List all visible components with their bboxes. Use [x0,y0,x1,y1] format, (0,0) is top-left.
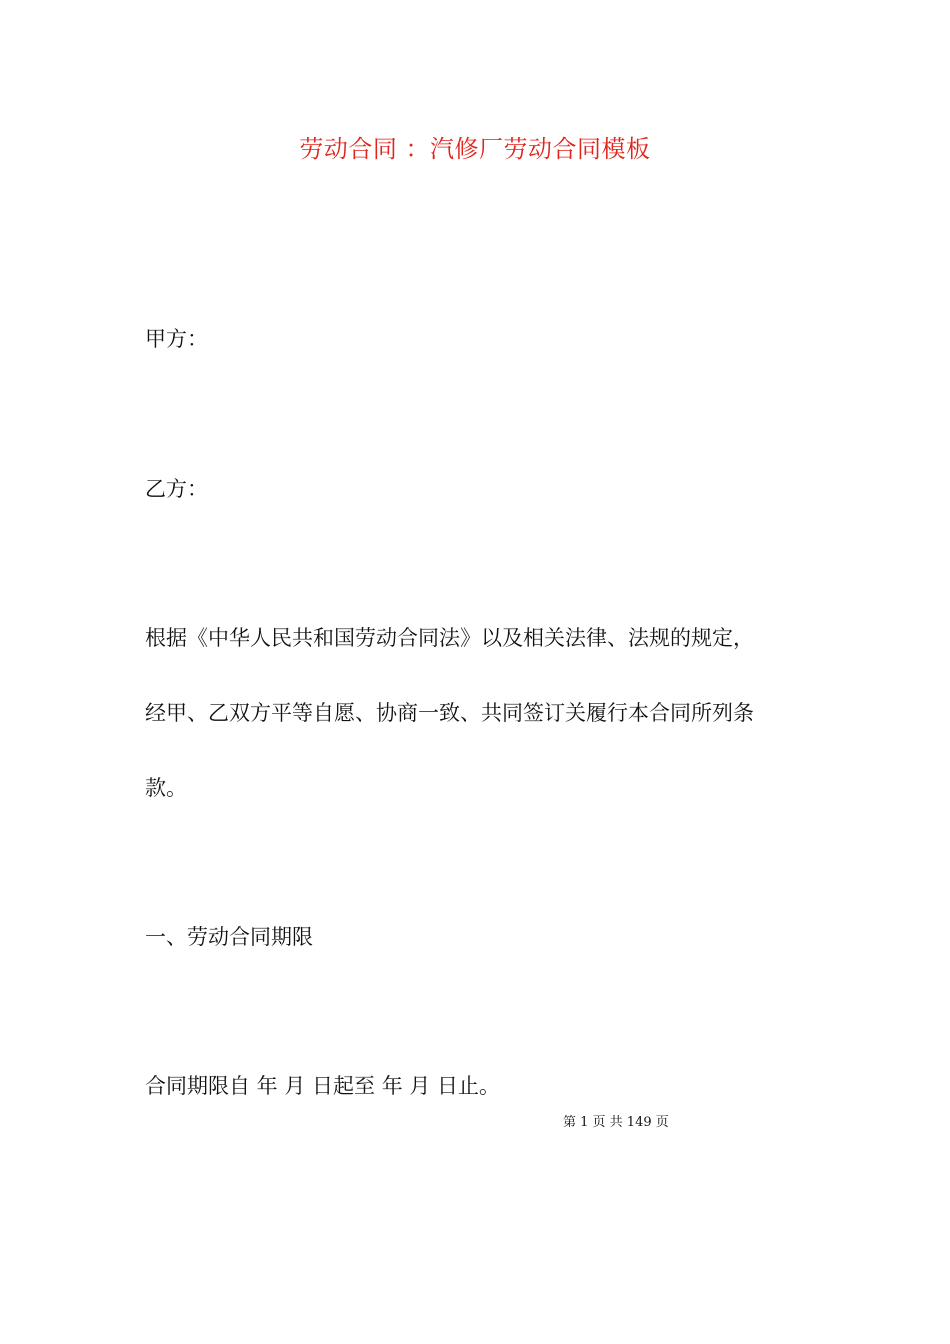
section-heading: 一、劳动合同期限 [145,925,313,949]
contract-term-text: 合同期限自 年 月 日起至 年 月 日止。 [145,1074,501,1098]
intro-paragraph-line: 经甲、乙双方平等自愿、协商一致、共同签订关履行本合同所列条 [145,701,754,725]
page-number-footer: 第 1 页 共 149 页 [563,1115,669,1130]
party-a-label: 甲方： [145,327,208,351]
intro-paragraph-line: 根据《中华人民共和国劳动合同法》以及相关法律、法规的规定， [145,626,754,650]
document-title: 劳动合同 ：汽修厂劳动合同模板 [299,135,651,163]
party-b-label: 乙方： [145,477,208,501]
intro-paragraph-line: 款。 [145,776,187,800]
